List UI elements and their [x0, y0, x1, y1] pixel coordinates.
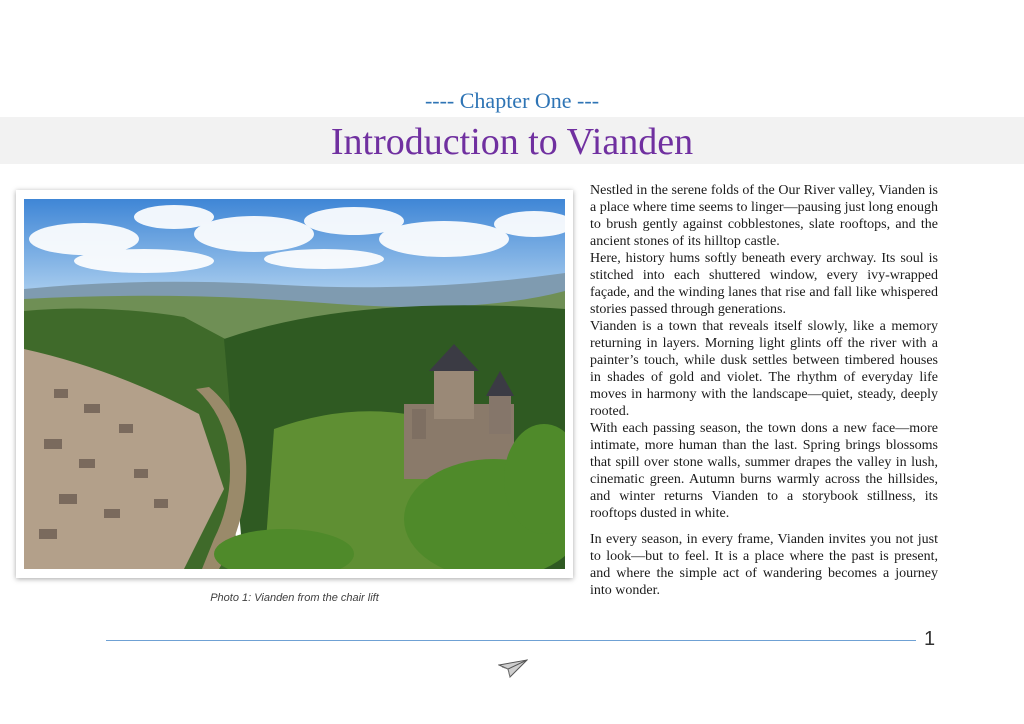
paragraph: In every season, in every frame, Vianden invites you not just to look—but to feel. It is a place where the past is present, and where the simple act of wandering becomes a journey into wonder. — [590, 532, 938, 598]
photo-caption: Photo 1: Vianden from the chair lift — [210, 592, 379, 604]
body-text — [590, 182, 938, 599]
photo-frame — [16, 190, 573, 578]
page-number: 1 — [924, 628, 936, 650]
landscape-photo — [24, 199, 565, 569]
footer-divider — [106, 640, 916, 641]
chapter-label: ---- Chapter One --- — [424, 88, 600, 113]
paragraph: Vianden is a town that reveals itself slowly, like a memory returning in layers. Morning light glints off the river with a painter’s touch, while dusk settles between timbered houses in shades of gold and violet. The rhythm of everyday life moves in harmony with the landscape—quiet, steady, deeply rooted. — [590, 319, 938, 419]
paragraph: With each passing season, the town dons a new face—more intimate, more human than the last. Spring brings blossoms that spill over stone walls, summer drapes the valley in lush, cinematic green. Autumn burns warmly across the hillsides, and winter returns Vianden to a storybook stillness, its rooftops dusted in white. — [590, 421, 938, 521]
paragraph: Nestled in the serene folds of the Our River valley, Vianden is a place where time seems to linger—pausing just long enough to brush gently against cobblestones, slate rooftops, and the ancient stones of its hilltop castle. — [590, 183, 938, 249]
paper-plane-icon — [498, 657, 528, 679]
title-band — [0, 117, 1024, 164]
page-title: Introduction to Vianden — [330, 121, 694, 163]
paragraph: Here, history hums softly beneath every archway. Its soul is stitched into each shuttered window, every ivy-wrapped façade, and the winding lanes that rise and fall like whispered stories passed through generations. — [590, 251, 938, 317]
